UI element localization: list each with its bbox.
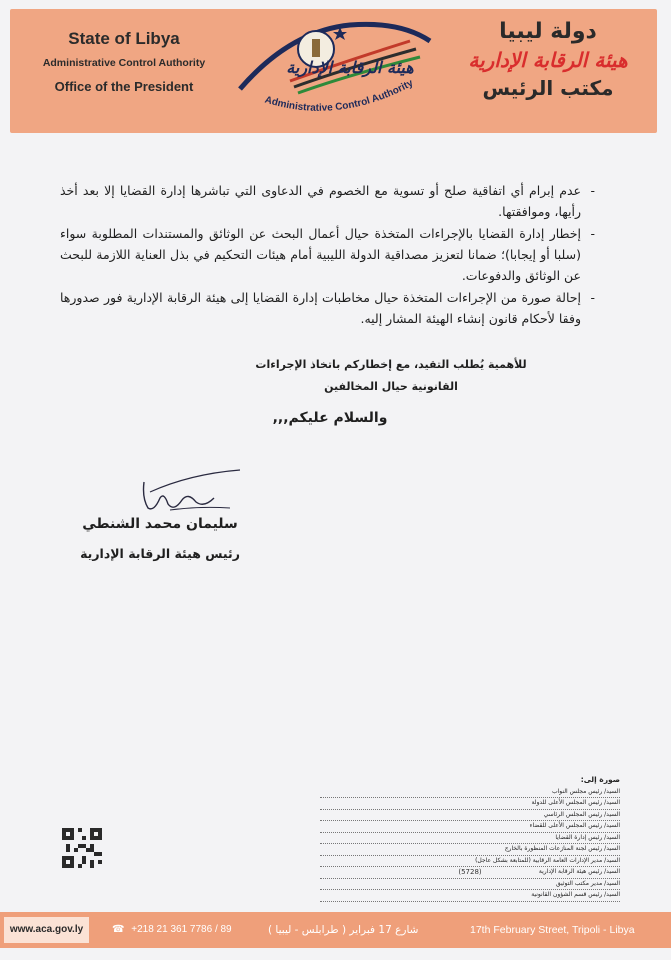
directive-text: إخطار إدارة القضايا بالإجراءات المتخذة حيال أعمال البحث عن الوثائق والمستندات المطلوبة سواء (سلبا أو إيجابا)؛ ضمانا لتعزيز مصداقية الدولة الليبية أمام هيئات التحكيم في بذل العناية اللازمة للبحث عن الوثائق والدفوعات.	[60, 226, 581, 283]
authority-logo	[230, 11, 450, 129]
distribution-row: السيد/ رئيس مجلس النواب	[320, 787, 620, 799]
office-name-en: Office of the President	[54, 79, 194, 94]
directive-text: إحالة صورة من الإجراءات المتخذة حيال مخاطبات إدارة القضايا إلى هيئة الرقابة الإدارية فور صدورها وفقا لأحكام قانون إنشاء الهيئة المشار إليه.	[60, 290, 581, 326]
directive-item: - عدم إبرام أي اتفاقية صلح أو تسوية مع الخصوم في الدعاوى التي تباشرها إدارة القضايا إلا بعد أخذ رأيها، وموافقتها.	[60, 183, 595, 219]
website-link[interactable]: www.aca.gov.ly	[4, 917, 89, 943]
letterhead-english	[24, 29, 224, 94]
distribution-row: السيد/ رئيس المجلس الأعلى للقضاء	[320, 821, 620, 833]
office-name-ar: مكتب الرئيس	[482, 76, 614, 100]
letterhead-arabic	[453, 19, 643, 100]
directive-text: عدم إبرام أي اتفاقية صلح أو تسوية مع الخصوم في الدعاوى التي تباشرها إدارة القضايا إلا بعد أخذ رأيها، وموافقتها.	[60, 183, 581, 219]
closing-paragraph	[211, 354, 571, 398]
address-arabic: شارع 17 فبراير ( طرابلس - ليبيا )	[268, 924, 419, 936]
state-name-en: State of Libya	[68, 29, 180, 48]
footer-bar	[0, 912, 671, 948]
salutation: والسلام عليكم,,,	[272, 410, 388, 426]
distribution-row: السيد/ مدير مكتب التوثيق	[320, 879, 620, 891]
phone-number: +218 21 361 7786 / 89	[131, 924, 232, 935]
closing-line: للأهمية يُطلب التقيد، مع إخطاركم باتخاذ الإجراءات	[255, 358, 527, 371]
phone-icon: ☎	[112, 924, 125, 935]
directive-item: - إحالة صورة من الإجراءات المتخذة حيال مخاطبات إدارة القضايا إلى هيئة الرقابة الإدارية فور صدورها وفقا لأحكام قانون إنشاء الهيئة المشار إليه.	[60, 290, 595, 326]
distribution-row: السيد/ رئيس المجلس الأعلى للدولة	[320, 798, 620, 810]
authority-name-en: Administrative Control Authority	[42, 57, 206, 69]
letterhead	[10, 9, 657, 133]
phone-contact	[112, 912, 232, 948]
signatory-name: سليمان محمد الشنطي	[82, 516, 238, 532]
logo-arabic-text: هيئة الرقابة الإدارية	[286, 58, 414, 77]
directive-item: - إخطار إدارة القضايا بالإجراءات المتخذة حيال أعمال البحث عن الوثائق والمستندات المطلوبة سواء (سلبا أو إيجابا)؛ ضمانا لتعزيز مصداقية الدولة الليبية أمام هيئات التحكيم في بذل العناية اللازمة للبحث عن الوثائق والدفوعات.	[60, 226, 595, 283]
authority-name-ar: هيئة الرقابة الإدارية	[468, 48, 628, 72]
distribution-row: السيد/ رئيس إدارة القضايا	[320, 833, 620, 845]
distribution-list	[320, 775, 620, 902]
distribution-row: السيد/ رئيس المجلس الرئاسي	[320, 810, 620, 822]
letter-body	[60, 180, 595, 330]
qr-code	[62, 828, 102, 868]
logo-english-text: Administrative Control Authority	[263, 77, 416, 114]
handwritten-signature	[130, 468, 250, 518]
distribution-title: صورة إلى:	[580, 775, 620, 784]
distribution-row: السيد/ رئيس قسم الشؤون القانونية	[320, 890, 620, 902]
distribution-row: السيد/ رئيس هيئة الرقابة الإدارية	[320, 867, 620, 879]
distribution-row: السيد/ مدير الإدارات العامة الرقابية (للمتابعة بشكل عاجل)	[320, 856, 620, 868]
reference-number: (5728)	[458, 868, 482, 876]
signatory-title: رئيس هيئة الرقابة الإدارية	[80, 546, 240, 561]
state-name-ar: دولة ليبيا	[499, 19, 597, 44]
closing-line: القانونية حيال المخالفين	[324, 380, 458, 393]
address-english: 17th February Street, Tripoli - Libya	[470, 924, 635, 936]
distribution-row: السيد/ رئيس لجنة المنازعات المنظورة بالخارج	[320, 844, 620, 856]
